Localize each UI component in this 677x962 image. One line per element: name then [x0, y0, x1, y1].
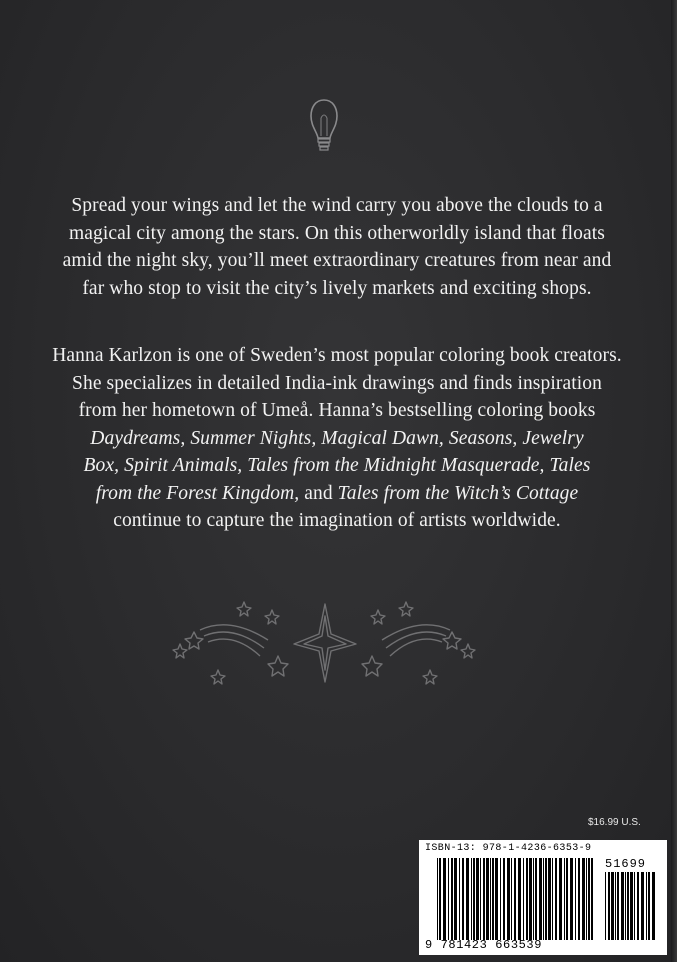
lightbulb-emblem-icon	[308, 96, 340, 162]
blurb-line: far who stop to visit the city’s lively markets and exciting shops.	[82, 277, 592, 299]
bio-titles-line: Box, Spirit Animals, Tales from the Midnight Masquerade, Tales	[83, 455, 591, 476]
barcode-bars-addon	[605, 872, 657, 940]
author-bio-paragraph	[22, 342, 652, 535]
isbn-label: ISBN-13: 978-1-4236-6353-9	[425, 843, 592, 854]
bio-line: from her hometown of Umeå. Hanna’s bestselling coloring books	[78, 400, 596, 421]
price-label: $16.99 U.S.	[588, 817, 641, 828]
cover-edge	[671, 0, 677, 962]
book-title: Tales from the Witch’s Cottage	[337, 482, 579, 504]
bio-titles-line: Daydreams, Summer Nights, Magical Dawn, Seasons, Jewelry	[90, 427, 584, 449]
shooting-stars-ornament-icon	[160, 596, 490, 692]
blurb-line: magical city among the stars. On this otherworldly island that floats	[69, 222, 605, 244]
blurb-line: Spread your wings and let the wind carry you above the clouds to a	[71, 195, 603, 216]
bio-conjunction: and	[299, 482, 338, 504]
isbn-barcode	[419, 840, 667, 955]
barcode-bars-main	[437, 858, 593, 940]
bio-titles-line	[22, 480, 652, 508]
bio-line: She specializes in detailed India-ink drawings and finds inspiration	[72, 372, 602, 394]
blurb-line: amid the night sky, you’ll meet extraordinary creatures from near and	[62, 250, 612, 271]
book-title: from the Forest Kingdom,	[95, 482, 300, 504]
bio-line: Hanna Karlzon is one of Sweden’s most popular coloring book creators.	[52, 345, 622, 366]
bio-line: continue to capture the imagination of artists worldwide.	[113, 510, 561, 531]
addon-code: 51699	[605, 857, 647, 871]
barcode-digits: 9 781423 663539	[425, 938, 543, 952]
blurb-paragraph	[22, 192, 652, 302]
